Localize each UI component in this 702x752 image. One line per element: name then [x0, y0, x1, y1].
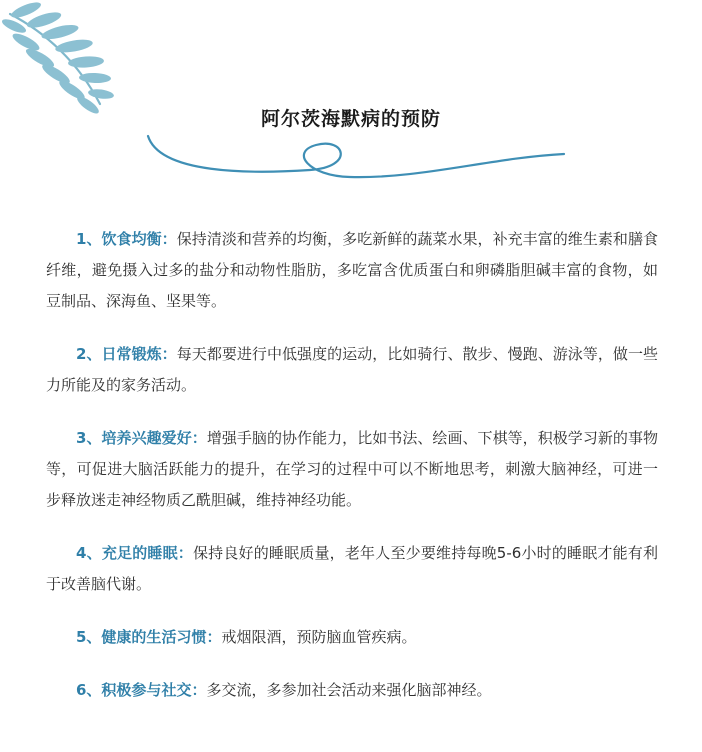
paragraph-3-lead: 3、培养兴趣爱好： — [76, 429, 207, 447]
paragraph-2 — [46, 339, 658, 401]
paragraph-4-body: 保持良好的睡眠质量，老年人至少要维持每晚5-6小时的睡眠才能有利于改善脑代谢。 — [46, 544, 658, 593]
paragraph-6-body: 多交流，多参加社会活动来强化脑部神经。 — [206, 681, 492, 699]
paragraph-1-body: 保持清淡和营养的均衡，多吃新鲜的蔬菜水果，补充丰富的维生素和膳食纤维，避免摄入过多的盐分和动物性脂肪，多吃富含优质蛋白和卵磷脂胆碱丰富的食物，如豆制品、深海鱼、坚果等。 — [46, 230, 658, 310]
paragraph-3-body: 增强手脑的协作能力，比如书法、绘画、下棋等，积极学习新的事物等，可促进大脑活跃能力的提升，在学习的过程中可以不断地思考，刺激大脑神经，可进一步释放迷走神经物质乙酰胆碱，维持神经功能。 — [46, 429, 658, 509]
paragraph-6-lead: 6、积极参与社交： — [76, 681, 207, 699]
paragraph-5-body: 戒烟限酒，预防脑血管疾病。 — [221, 628, 417, 646]
paragraph-2-lead: 2、日常锻炼： — [76, 345, 177, 363]
paragraph-5 — [46, 622, 658, 653]
squiggle-underline-decoration — [140, 128, 570, 198]
paragraph-5-lead: 5、健康的生活习惯： — [76, 628, 222, 646]
paragraph-1-lead: 1、饮食均衡： — [76, 230, 177, 248]
page-title: 阿尔茨海默病的预防 — [260, 108, 441, 130]
paragraph-2-body: 每天都要进行中低强度的运动，比如骑行、散步、慢跑、游泳等，做一些力所能及的家务活动。 — [46, 345, 658, 394]
document-body — [46, 224, 658, 728]
page-title-block — [0, 104, 702, 131]
paragraph-1 — [46, 224, 658, 317]
paragraph-3 — [46, 423, 658, 516]
paragraph-4-lead: 4、充足的睡眠： — [76, 544, 193, 562]
paragraph-4 — [46, 538, 658, 600]
paragraph-6 — [46, 675, 658, 706]
